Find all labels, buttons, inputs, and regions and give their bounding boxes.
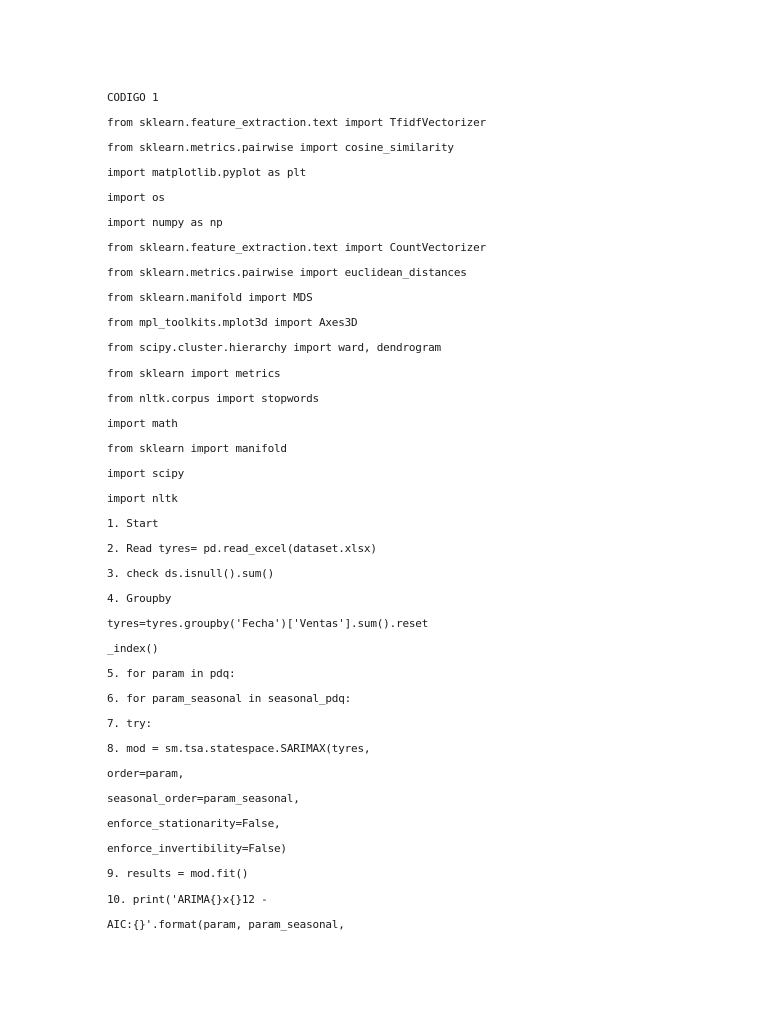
code-line: import matplotlib.pyplot as plt	[107, 166, 307, 180]
code-line: from sklearn.feature_extraction.text import CountVectorizer	[107, 241, 486, 255]
code-line: 3. check ds.isnull().sum()	[107, 566, 274, 580]
code-line: import math	[107, 416, 178, 430]
code-line: import os	[107, 191, 165, 205]
code-line: import nltk	[107, 491, 178, 505]
code-line: from sklearn.metrics.pairwise import cosine_similarity	[107, 141, 454, 155]
code-line: CODIGO 1	[107, 91, 159, 104]
code-line: 9. results = mod.fit()	[107, 867, 249, 881]
code-line: 2. Read tyres= pd.read_excel(dataset.xlsx)	[107, 541, 377, 555]
code-line: 4. Groupby	[107, 591, 172, 605]
code-line: import scipy	[107, 466, 185, 480]
code-line: _index()	[107, 642, 159, 656]
code-line: import numpy as np	[107, 216, 223, 230]
code-line: 5. for param in pdq:	[107, 667, 236, 681]
code-line: 1. Start	[107, 516, 159, 530]
code-line: AIC:{}'.format(param, param_seasonal,	[107, 917, 345, 931]
code-line: from sklearn.manifold import MDS	[107, 291, 313, 305]
code-line: from sklearn import metrics	[107, 366, 281, 380]
code-line: order=param,	[107, 767, 185, 781]
code-line: from scipy.cluster.hierarchy import ward, dendrogram	[107, 341, 441, 355]
code-line: from sklearn import manifold	[107, 441, 287, 455]
code-line: from sklearn.metrics.pairwise import euclidean_distances	[107, 266, 467, 280]
code-listing	[107, 88, 486, 940]
code-line: 8. mod = sm.tsa.statespace.SARIMAX(tyres,	[107, 742, 371, 756]
code-line: from mpl_toolkits.mplot3d import Axes3D	[107, 316, 358, 330]
code-line: seasonal_order=param_seasonal,	[107, 792, 300, 806]
code-line: from sklearn.feature_extraction.text import TfidfVectorizer	[107, 116, 486, 130]
code-line: enforce_invertibility=False)	[107, 842, 287, 856]
code-line: from nltk.corpus import stopwords	[107, 391, 319, 405]
code-line: 6. for param_seasonal in seasonal_pdq:	[107, 692, 352, 706]
code-line: 10. print('ARIMA{}x{}12 -	[107, 892, 268, 906]
code-line: enforce_stationarity=False,	[107, 817, 281, 831]
code-line: tyres=tyres.groupby('Fecha')['Ventas'].sum().reset	[107, 616, 429, 630]
code-line: 7. try:	[107, 717, 152, 731]
